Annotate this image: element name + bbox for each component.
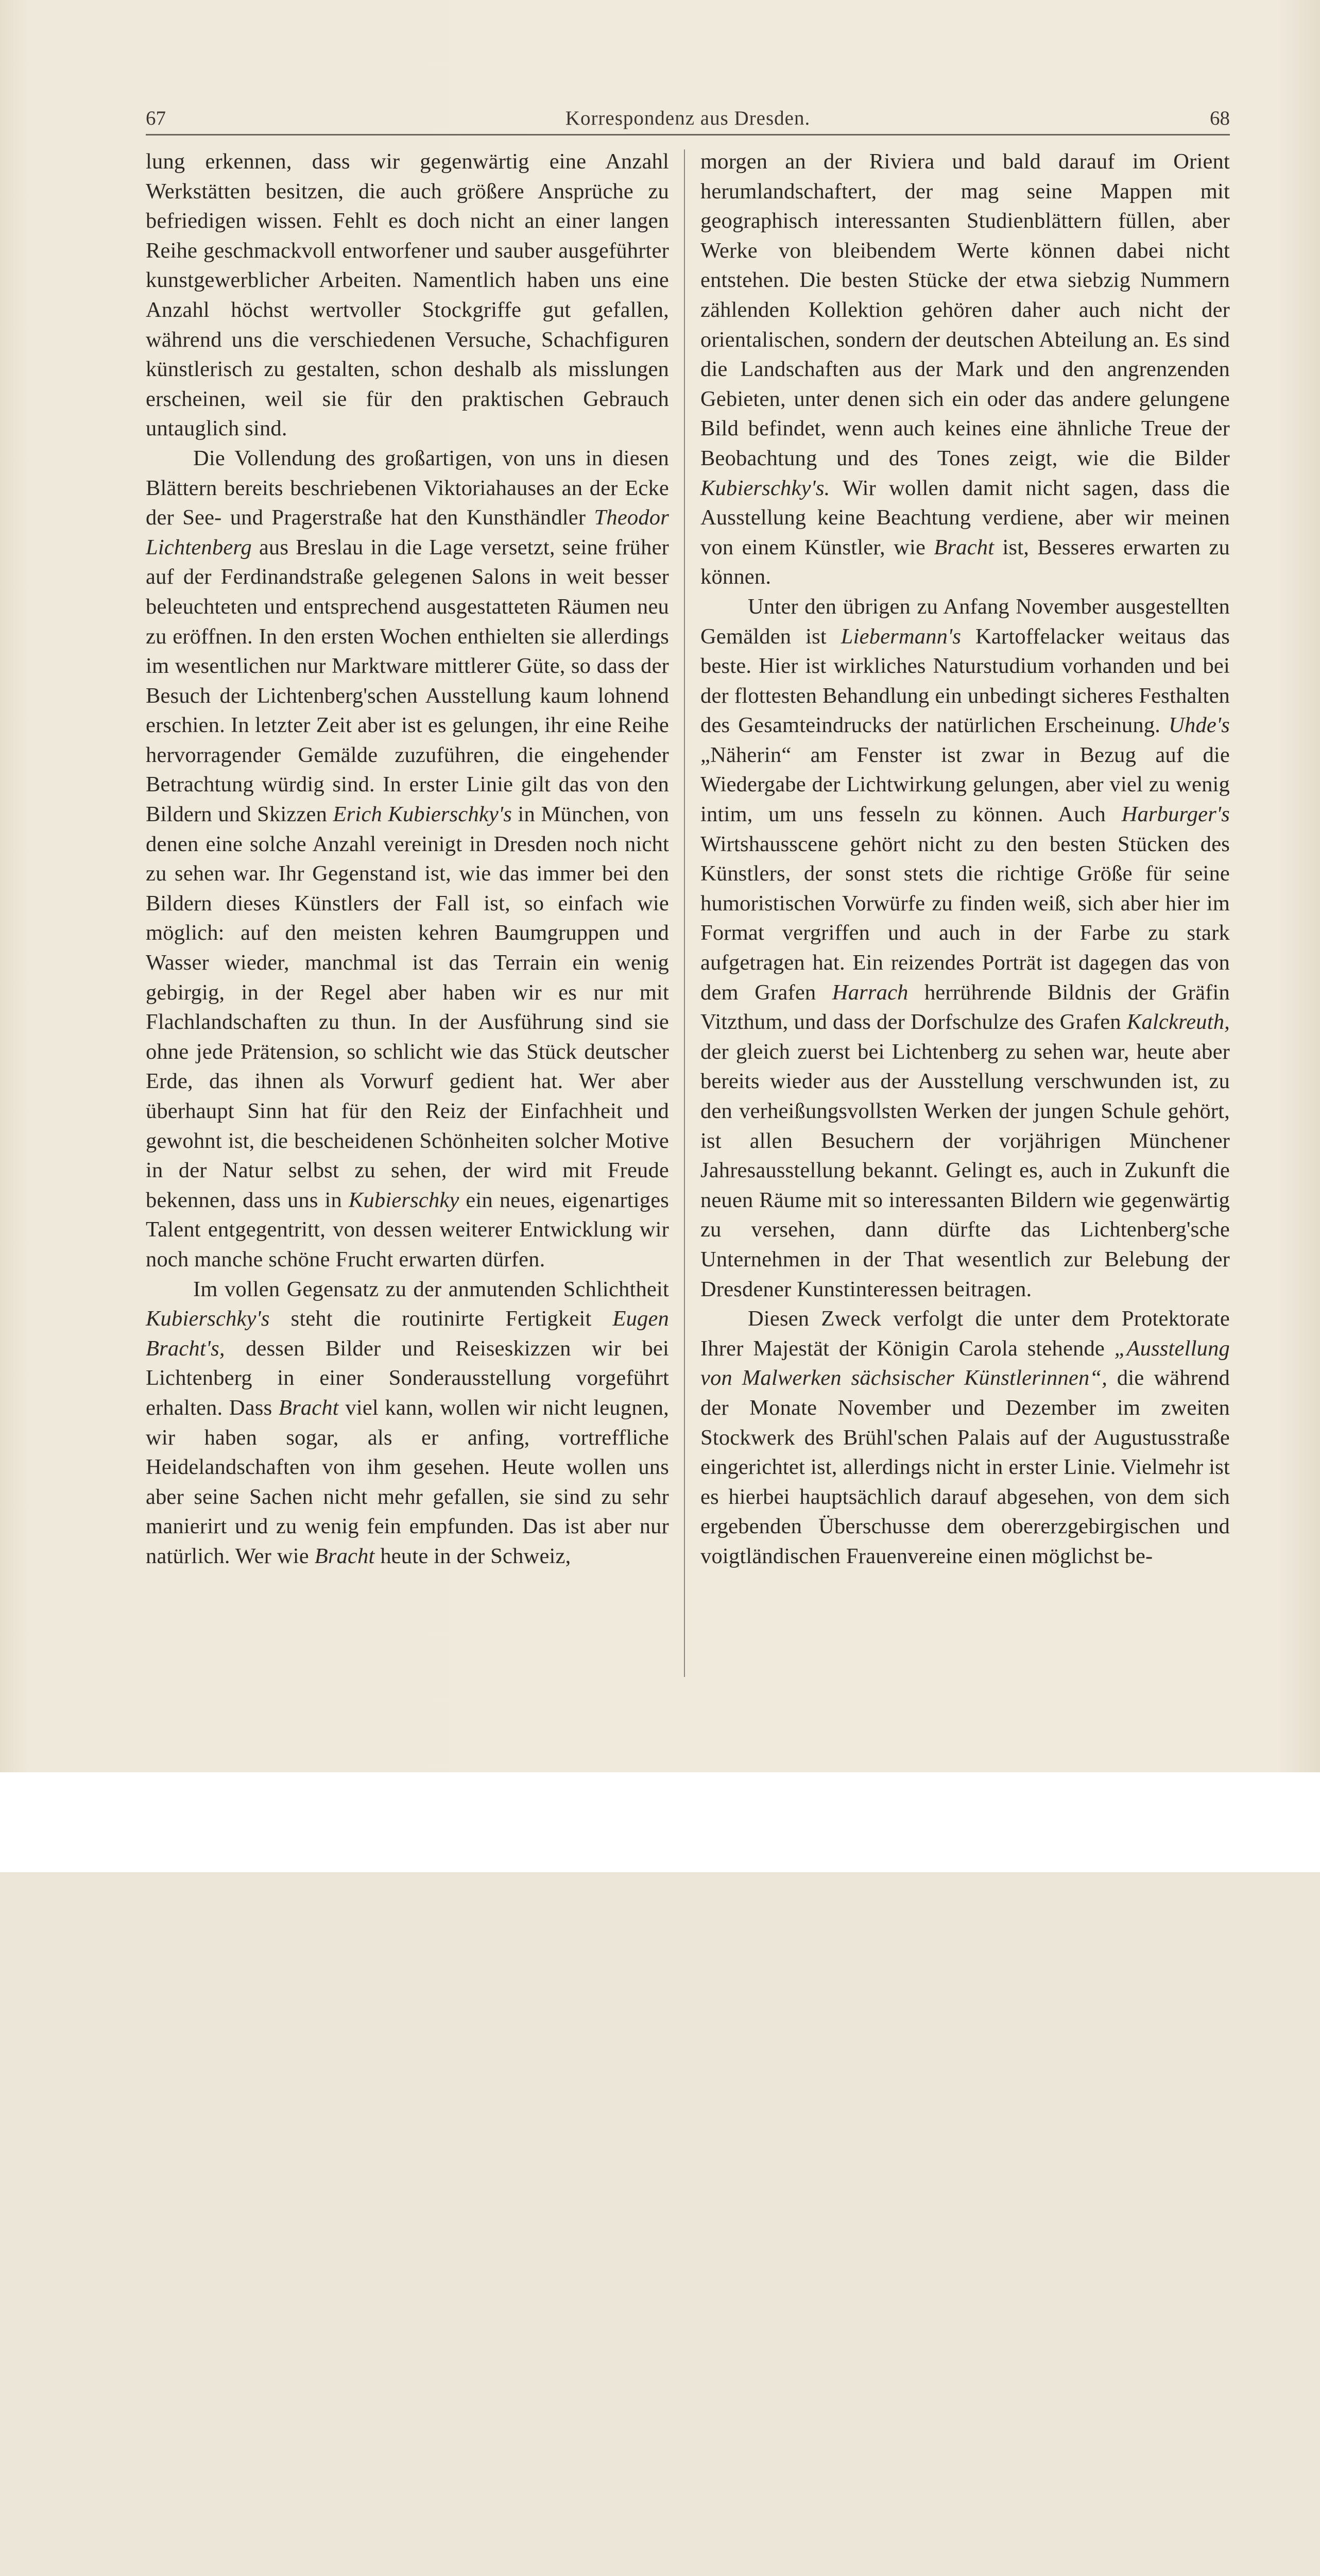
person-name: Harburger's [1121, 802, 1230, 827]
person-name: Theodor Lichtenberg [146, 505, 669, 560]
person-name: Bracht [934, 535, 995, 560]
header-rule [146, 134, 1230, 135]
paragraph: Diesen Zweck verfolgt die unter dem Protektorate Ihrer Majestät der Königin Carola stehende „Ausstellung von Malwerken sächsischer Künstlerinnen“, die während der Monate November und Dezember im zweiten Stockwerk des Brühl'schen Palais auf der Augustusstraße eingerichtet ist, allerdings nicht in erster Linie. Vielmehr ist es hierbei hauptsächlich darauf abgesehen, von dem sich ergebenden Überschusse dem obererzgebirgischen und voigtländischen Frauenvereine einen möglichst be- [700, 1307, 1230, 1568]
person-name: Uhde's [1169, 713, 1230, 738]
column-divider [684, 149, 685, 1677]
person-name: Kubierschky's. [700, 476, 830, 500]
person-name: Harrach [832, 980, 908, 1005]
page-header [146, 100, 1230, 137]
right-column [700, 147, 1230, 1571]
person-name: Eugen Bracht's, [146, 1307, 669, 1361]
person-name: Kubierschky's [146, 1307, 270, 1331]
page-number-right: 68 [1210, 107, 1230, 129]
person-name: Liebermann's [841, 624, 962, 649]
left-column [146, 147, 669, 1571]
exhibition-title: „Ausstellung von Malwerken sächsischer Künstlerinnen“, [700, 1336, 1230, 1391]
paragraph: lung erkennen, dass wir gegenwärtig eine Anzahl Werkstätten besitzen, die auch größere Ansprüche zu befriedigen wissen. Fehlt es doch nicht an einer langen Reihe geschmackvoll entworfener und sauber ausgeführter kunstgewerblicher Arbeiten. Namentlich haben uns eine Anzahl höchst wertvoller Stockgriffe gut gefallen, während uns die verschiedenen Versuche, Schachfiguren künstlerisch zu gestalten, schon deshalb als misslungen erscheinen, weil sie für den praktischen Gebrauch untauglich sind. [146, 149, 669, 441]
paragraph: Unter den übrigen zu Anfang November ausgestellten Gemälden ist Liebermann's Kartoffelacker weitaus das beste. Hier ist wirkliches Naturstudium vorhanden und bei der flottesten Behandlung ein unbedingt sicheres Festhalten des Gesamteindrucks der natürlichen Erscheinung. Uhde's „Näherin“ am Fenster ist zwar in Bezug auf die Wiedergabe der Lichtwirkung gelungen, aber viel zu wenig intim, um uns fesseln zu können. Auch Harburger's Wirtshausscene gehört nicht zu den besten Stücken des Künstlers, der sonst stets die richtige Größe für seine humoristischen Vorwürfe zu finden weiß, sich aber hier im Format vergriffen und auch in der Farbe zu stark aufgetragen hat. Ein reizendes Porträt ist dagegen das von dem Grafen Harrach herrührende Bildnis der Gräfin Vitzthum, und dass der Dorfschulze des Grafen Kalckreuth, der gleich zuerst bei Lichtenberg zu sehen war, heute aber bereits wieder aus der Ausstellung verschwunden ist, zu den verheißungsvollsten Werken der jungen Schule gehört, ist allen Besuchern der vorjährigen Münchener Jahresausstellung bekannt. Gelingt es, auch in Zukunft die neuen Räume mit so interessanten Bildern wie gegenwärtig zu versehen, dann dürfte das Lichtenberg'sche Unternehmen in der That wesentlich zur Belebung der Dresdener Kunstinteressen beitragen. [700, 594, 1230, 1301]
running-title: Korrespondenz aus Dresden. [565, 107, 811, 129]
person-name: Bracht [314, 1544, 375, 1568]
paragraph: Im vollen Gegensatz zu der anmutenden Schlichtheit Kubierschky's steht die routinirte Fertigkeit Eugen Bracht's, dessen Bilder und Reiseskizzen wir bei Lichtenberg in einer Sonderausstellung vorgeführt erhalten. Dass Bracht viel kann, wollen wir nicht leugnen, wir haben sogar, als er anfing, vortreffliche Heidelandschaften von ihm gesehen. Heute wollen uns aber seine Sachen nicht mehr gefallen, sie sind zu sehr manierirt und zu wenig fein empfunden. Das ist aber nur natürlich. Wer wie Bracht heute in der Schweiz, [146, 1277, 669, 1568]
paragraph: morgen an der Riviera und bald darauf im Orient herumlandschaftert, der mag seine Mappen mit geographisch interessanten Studienblättern füllen, aber Werke von bleibendem Werte können dabei nicht entstehen. Die besten Stücke der etwa siebzig Nummern zählenden Kollektion gehören daher auch nicht der orientalischen, sondern der deutschen Abteilung an. Es sind die Landschaften aus der Mark und den angrenzenden Gebieten, unter denen sich ein oder das andere gelungene Bild befindet, wenn auch keines eine ähnliche Treue der Beobachtung und des Tones zeigt, wie die Bilder Kubierschky's. Wir wollen damit nicht sagen, dass die Ausstellung keine Beachtung verdiene, aber wir meinen von einem Künstler, wie Bracht ist, Besseres erwarten zu können. [700, 149, 1230, 589]
paragraph: Die Vollendung des großartigen, von uns in diesen Blättern bereits beschriebenen Viktoriahauses an der Ecke der See- und Pragerstraße hat den Kunsthändler Theodor Lichtenberg aus Breslau in die Lage versetzt, seine früher auf der Ferdinandstraße gelegenen Salons in weit besser beleuchteten und entsprechend ausgestatteten Räumen neu zu eröffnen. In den ersten Wochen enthielten sie allerdings im wesentlichen nur Marktware mittlerer Güte, so dass der Besuch der Lichtenberg'schen Ausstellung kaum lohnend erschien. In letzter Zeit aber ist es gelungen, ihr eine Reihe hervorragender Gemälde zuzuführen, die eingehender Betrachtung würdig sind. In erster Linie gilt das von den Bildern und Skizzen Erich Kubierschky's in München, von denen eine solche Anzahl vereinigt in Dresden noch nicht zu sehen war. Ihr Gegenstand ist, wie das immer bei den Bildern dieses Künstlers der Fall ist, so einfach wie möglich: auf den meisten kehren Baumgruppen und Wasser wieder, manchmal ist das Terrain ein wenig gebirgig, in der Regel aber haben wir es nur mit Flachlandschaften zu thun. In der Ausführung sind sie ohne jede Prätension, so schlicht wie das Stück deutscher Erde, das ihnen als Vorwurf gedient hat. Wer aber überhaupt Sinn hat für den Reiz der Einfachheit und gewohnt ist, die bescheidenen Schönheiten solcher Motive in der Natur selbst zu sehen, der wird mit Freude bekennen, dass uns in Kubierschky ein neues, eigenartiges Talent entgegentritt, von dessen weiterer Entwicklung wir noch manche schöne Frucht erwarten dürfen. [146, 446, 670, 1272]
person-name: Bracht [278, 1395, 339, 1420]
person-name: Kubierschky [348, 1188, 459, 1212]
footer-bar [0, 1772, 1320, 1872]
person-name: Erich Kubierschky's [333, 802, 512, 827]
person-name: Kalckreuth, [1126, 1010, 1230, 1035]
page-number-left: 67 [146, 107, 166, 129]
